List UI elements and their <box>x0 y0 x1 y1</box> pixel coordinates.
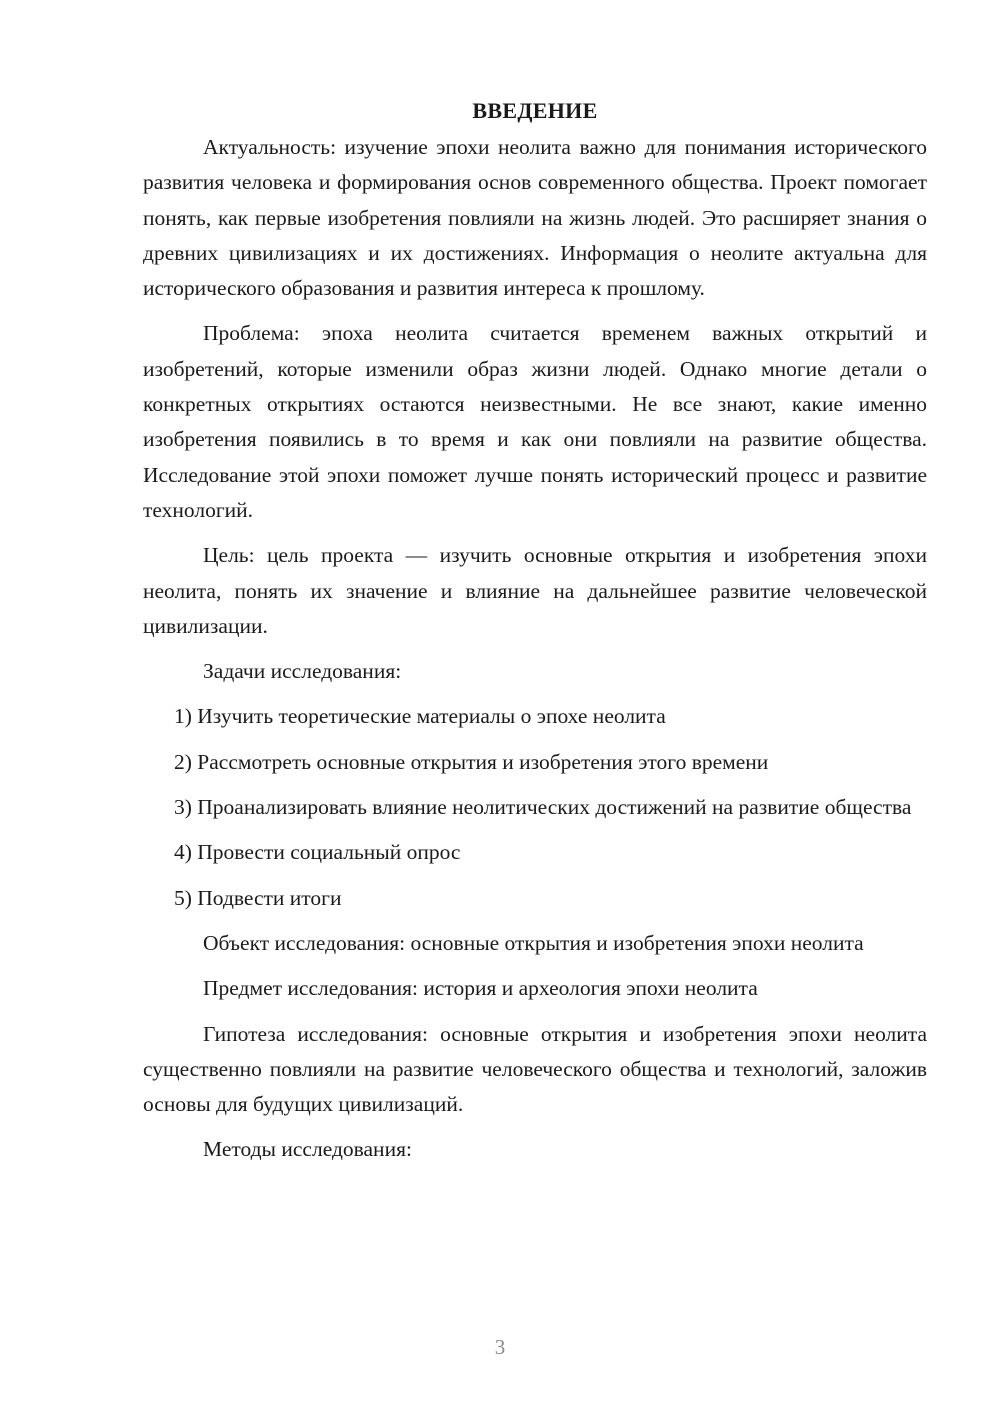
list-item: 2) Рассмотреть основные открытия и изобретения этого времени <box>174 749 769 774</box>
paragraph-relevance: Актуальность: изучение эпохи неолита важно для понимания исторического развития человека и формирования основ современного общества. Проект помогает понять, как первые изобретения повлияли на жизнь людей. Это расширяет знания о древних цивилизациях и их достижениях. Информация о неолите актуальна для исторического образования и развития интереса к прошлому. <box>143 135 927 301</box>
paragraph-goal: Цель: цель проекта — изучить основные открытия и изобретения эпохи неолита, понять их значение и влияние на дальнейшее развитие человеческой цивилизации. <box>143 543 927 638</box>
paragraph-methods-title: Методы исследования: <box>203 1137 412 1162</box>
tasks-list <box>143 699 927 915</box>
paragraph-object: Объект исследования: основные открытия и изобретения эпохи неолита <box>203 930 864 955</box>
list-item: 4) Провести социальный опрос <box>174 840 461 865</box>
section-heading: ВВЕДЕНИЕ <box>472 98 598 123</box>
page-number: 3 <box>494 1335 506 1359</box>
paragraph-hypothesis: Гипотеза исследования: основные открытия и изобретения эпохи неолита существенно повлияли на развитие человеческого общества и технологий, заложив основы для будущих цивилизаций. <box>143 1021 927 1117</box>
paragraph-tasks-title: Задачи исследования: <box>203 659 402 684</box>
list-item: 5) Подвести итоги <box>174 885 342 910</box>
list-item: 1) Изучить теоретические материалы о эпохе неолита <box>174 704 666 729</box>
list-item: 3) Проанализировать влияние неолитических достижений на развитие общества <box>174 795 912 820</box>
page-content <box>143 93 927 1178</box>
paragraph-subject: Предмет исследования: история и археология эпохи неолита <box>203 976 758 1001</box>
paragraph-problem: Проблема: эпоха неолита считается временем важных открытий и изобретений, которые изменили образ жизни людей. Однако многие детали о конкретных открытиях остаются неизвестными. Не все знают, какие именно изобретения появились в то время и как они повлияли на развитие общества. Исследование этой эпохи поможет лучше понять исторический процесс и развитие технологий. <box>143 321 927 522</box>
